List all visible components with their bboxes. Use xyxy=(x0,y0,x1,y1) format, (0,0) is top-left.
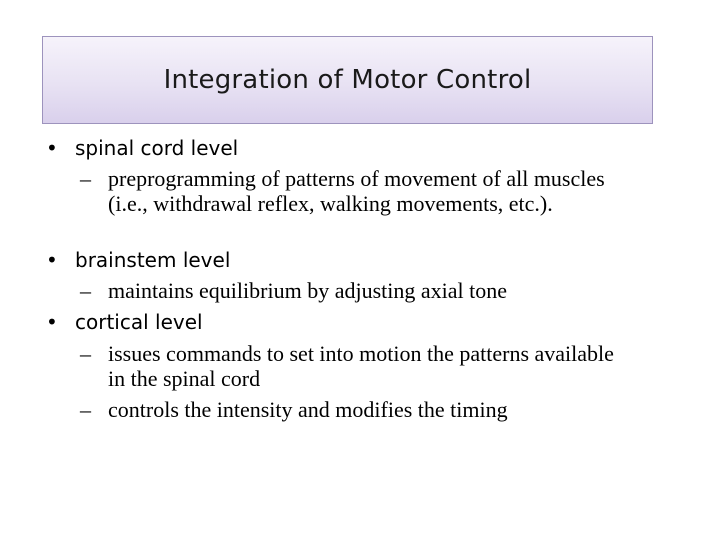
bullet-item-spinal-cord xyxy=(46,136,238,160)
bullet-glyph: • xyxy=(46,248,58,272)
slide-title: Integration of Motor Control xyxy=(163,65,532,95)
sub-item-text: controls the intensity and modifies the timing xyxy=(108,397,508,422)
sub-item-equilibrium xyxy=(80,278,628,303)
bullet-label: cortical level xyxy=(75,310,203,334)
sub-item-preprogramming xyxy=(80,166,628,216)
sub-item-intensity xyxy=(80,397,628,422)
bullet-item-brainstem xyxy=(46,248,230,272)
bullet-item-cortical xyxy=(46,310,203,334)
sub-item-text: maintains equilibrium by adjusting axial tone xyxy=(108,278,507,303)
dash-glyph: – xyxy=(80,341,91,366)
dash-glyph: – xyxy=(80,278,91,303)
bullet-glyph: • xyxy=(46,136,58,160)
bullet-glyph: • xyxy=(46,310,58,334)
sub-item-text: issues commands to set into motion the patterns available in the spinal cord xyxy=(108,341,614,391)
sub-item-text: preprogramming of patterns of movement of all muscles (i.e., withdrawal reflex, walking movements, etc.). xyxy=(108,166,605,216)
dash-glyph: – xyxy=(80,166,91,191)
sub-item-commands xyxy=(80,341,628,391)
bullet-label: brainstem level xyxy=(75,248,231,272)
bullet-label: spinal cord level xyxy=(75,136,239,160)
dash-glyph: – xyxy=(80,397,91,422)
